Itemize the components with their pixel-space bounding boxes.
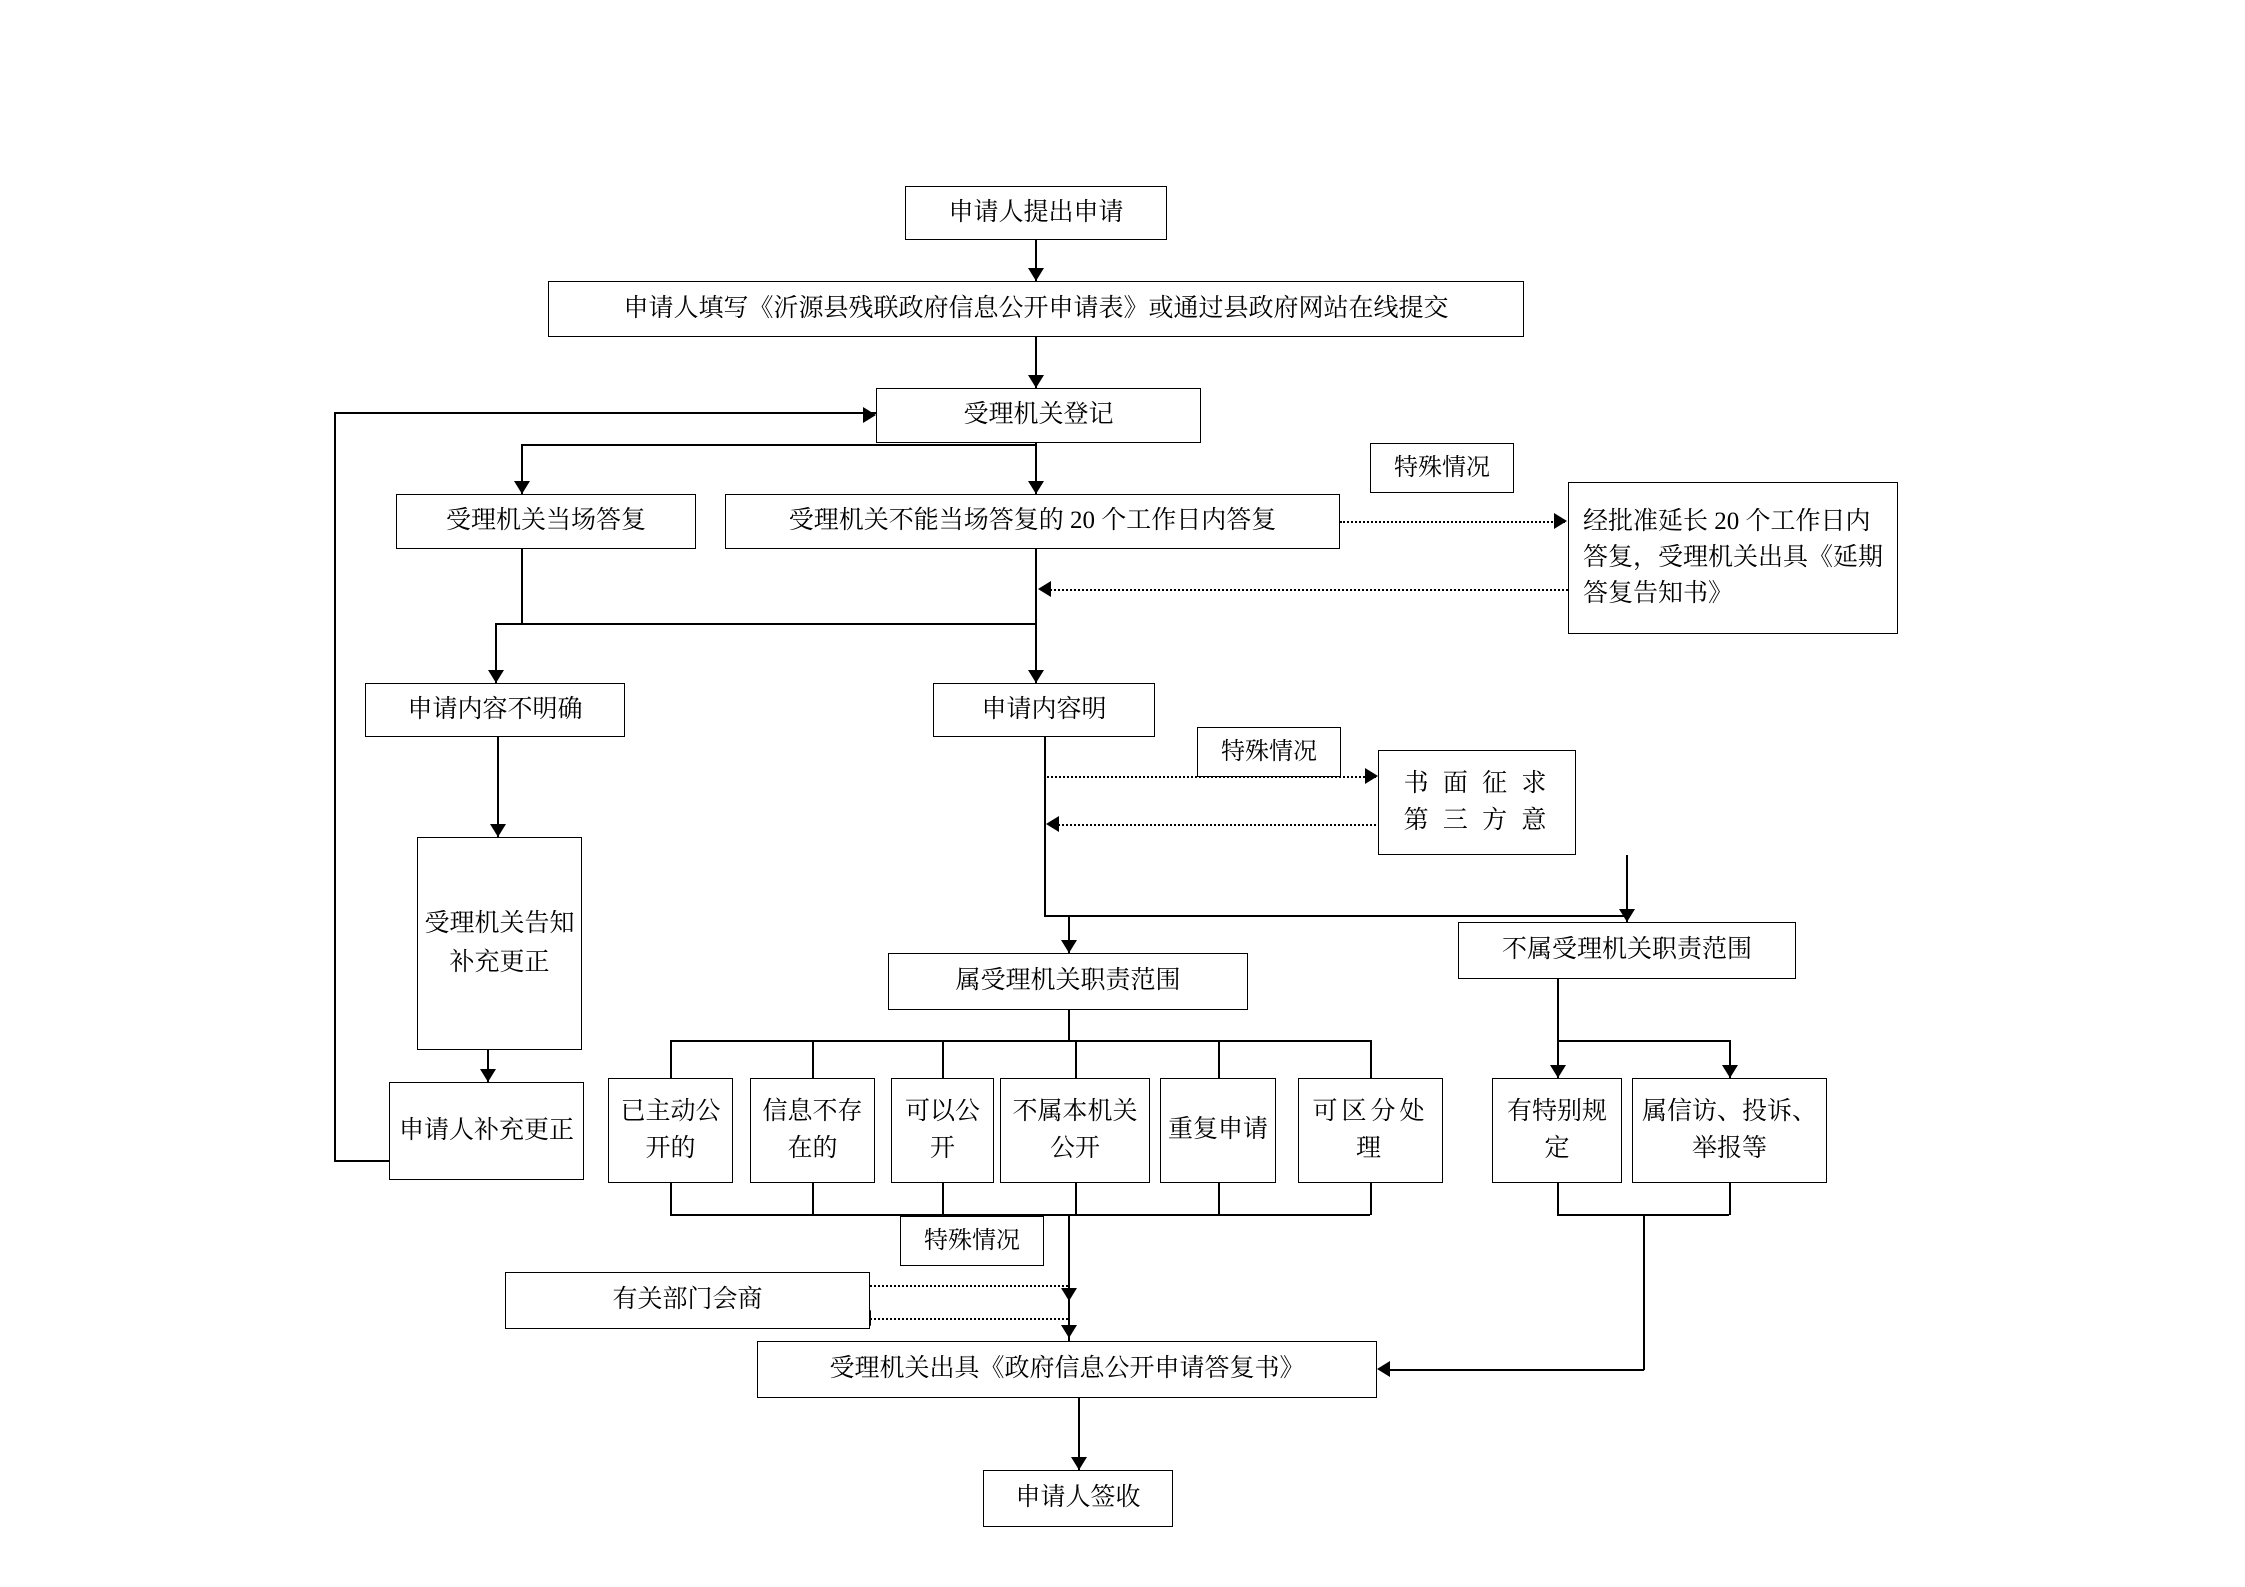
node-special-rule: 有特别规定 [1492,1078,1622,1183]
arrowhead-notify [490,824,506,837]
arrowhead-third-in [1365,768,1378,784]
connector-unclear-to-notify [497,737,499,837]
connector-applicant-loop-h2 [334,412,876,414]
connector-fan-3 [942,1040,944,1078]
connector-petition-down [1729,1183,1731,1215]
connector-outscope-to-reply-h [1390,1369,1644,1371]
connector-merge-1 [670,1183,672,1215]
arrowhead-outscope [1619,909,1635,922]
node-special-case-2: 特殊情况 [1197,727,1341,777]
connector-merge-4 [1075,1183,1077,1215]
arrowhead-consult-merge [1061,1288,1077,1301]
connector-outscope-down [1557,979,1559,1078]
node-third-party-opinion: 书 面 征 求 第 三 方 意 [1378,750,1576,855]
node-apply: 申请人提出申请 [905,186,1167,240]
node-content-unclear: 申请内容不明确 [365,683,625,737]
connector-register-branch-h [521,444,1036,446]
node-notify-supplement: 受理机关告知补充更正 [417,837,582,1050]
connector-fan-6 [1370,1040,1372,1078]
arrowhead-register-loop [863,407,876,423]
arrowhead-clear-back [1046,816,1059,832]
connector-fan-4 [1075,1040,1077,1078]
connector-merge-to-reply [1068,1214,1070,1341]
arrowhead-reply-right [1377,1361,1390,1377]
connector-fanout-bus [670,1040,1370,1042]
connector-merge-3 [942,1183,944,1215]
connector-reply20-down [1035,549,1037,683]
arrowhead-reply20 [1028,481,1044,494]
dotted-consult-in [870,1318,1068,1320]
node-can-public: 可以公开 [891,1078,994,1183]
node-out-of-scope: 不属受理机关职责范围 [1458,922,1796,979]
dotted-consult-out [870,1285,1068,1287]
node-special-case-1: 特殊情况 [1370,443,1514,493]
connector-outscope-bus [1557,1040,1729,1042]
connector-merge-6 [1370,1183,1372,1215]
node-issue-reply: 受理机关出具《政府信息公开申请答复书》 [757,1341,1377,1398]
arrowhead-trunk-back [1038,581,1051,597]
arrowhead-extend-in [1554,513,1567,529]
connector-split-scope [1044,915,1627,917]
arrowhead-sign [1071,1457,1087,1470]
node-not-exist: 信息不存在的 [750,1078,875,1183]
node-onsite-reply: 受理机关当场答复 [396,494,696,549]
connector-fan-2 [812,1040,814,1078]
node-special-case-3: 特殊情况 [900,1216,1044,1266]
connector-onsite-to-trunk [521,623,1036,625]
node-applicant-supplement: 申请人补充更正 [389,1082,584,1180]
arrowhead-fillform [1028,268,1044,281]
arrowhead-issue-reply [1061,1325,1077,1338]
arrowhead-content-clear [1028,670,1044,683]
connector-fan-5 [1218,1040,1220,1078]
dotted-extend-to-trunk [1050,589,1568,591]
node-not-this-org: 不属本机关公开 [1000,1078,1150,1183]
connector-onsite-down [521,549,523,624]
node-fill-form: 申请人填写《沂源县残联政府信息公开申请表》或通过县政府网站在线提交 [548,281,1524,337]
arrowhead-unclear [488,670,504,683]
node-already-public: 已主动公开的 [608,1078,733,1183]
connector-applicant-loop-v [334,412,336,1161]
node-reply-20-days: 受理机关不能当场答复的 20 个工作日内答复 [725,494,1340,549]
node-dept-consult: 有关部门会商 [505,1272,870,1329]
connector-outscope-to-reply-v [1643,1214,1645,1370]
node-extend-20-days: 经批准延长 20 个工作日内答复，受理机关出具《延期答复告知书》 [1568,482,1898,634]
arrowhead-inscope [1061,940,1077,953]
node-content-clear: 申请内容明 [933,683,1155,737]
connector-merge-2 [812,1183,814,1215]
node-in-scope: 属受理机关职责范围 [888,953,1248,1010]
connector-special-rule-down [1557,1183,1559,1215]
arrowhead-applicant [480,1069,496,1082]
dotted-third-to-clear [1058,824,1376,826]
arrowhead-special-rule [1550,1065,1566,1078]
node-petition: 属信访、投诉、举报等 [1632,1078,1827,1183]
node-sign-receipt: 申请人签收 [983,1470,1173,1527]
arrowhead-petition [1722,1065,1738,1078]
connector-inscope-down [1068,1010,1070,1041]
connector-fan-1 [670,1040,672,1078]
node-separable-handling: 可区分处理 [1298,1078,1443,1183]
connector-merge-5 [1218,1183,1220,1215]
node-duplicate-application: 重复申请 [1160,1078,1276,1183]
arrowhead-onsite [514,481,530,494]
dotted-reply20-to-extend [1340,521,1565,523]
connector-unclear-h [495,623,525,625]
connector-applicant-loop-h1 [334,1160,390,1162]
node-register: 受理机关登记 [876,388,1201,443]
arrowhead-register [1028,375,1044,388]
